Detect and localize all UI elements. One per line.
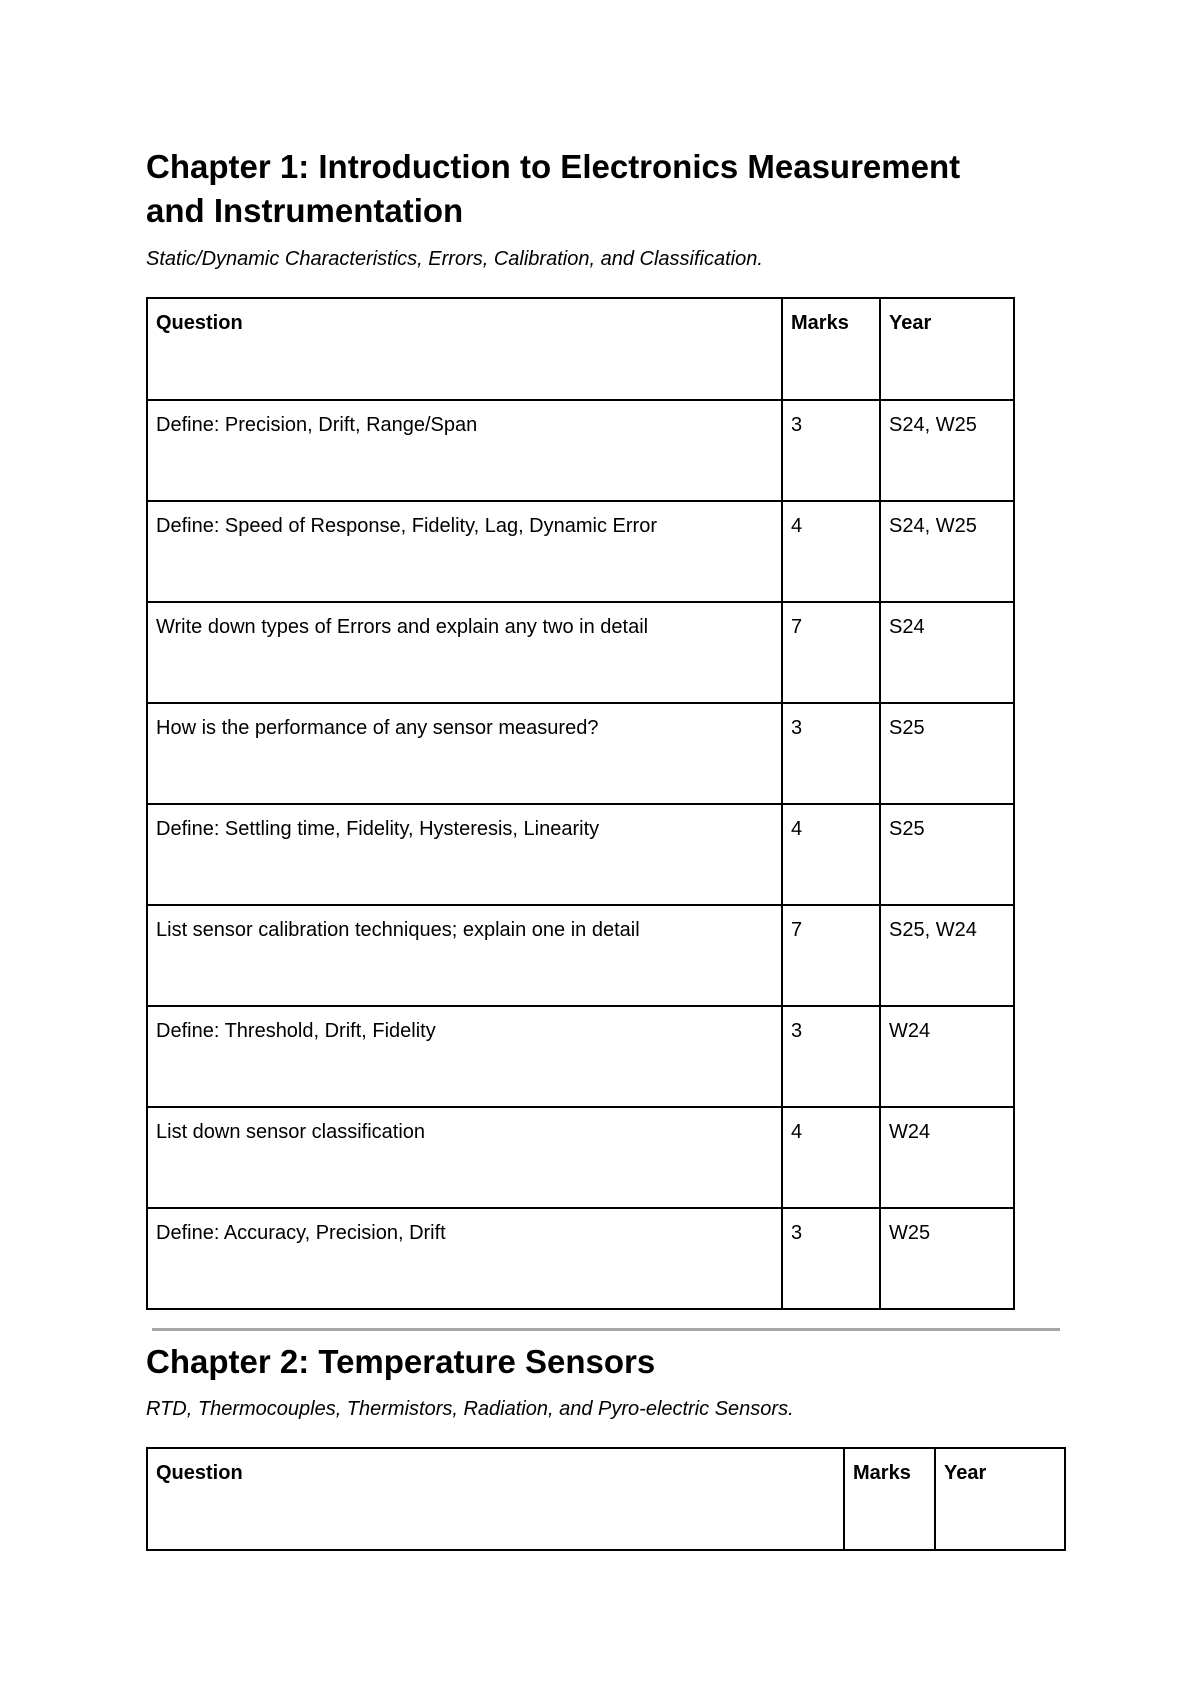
- table-row: [147, 501, 1014, 602]
- marks-cell: 7: [782, 905, 880, 1006]
- marks-cell: 3: [782, 1006, 880, 1107]
- marks-cell: 7: [782, 602, 880, 703]
- table-row: [147, 804, 1014, 905]
- marks-cell: 4: [782, 804, 880, 905]
- question-cell: Define: Threshold, Drift, Fidelity: [147, 1006, 782, 1107]
- year-cell: S24: [880, 602, 1014, 703]
- question-column-header: Question: [147, 298, 782, 400]
- marks-cell: 4: [782, 501, 880, 602]
- marks-cell: 3: [782, 400, 880, 501]
- question-cell: List sensor calibration techniques; explain one in detail: [147, 905, 782, 1006]
- section-divider: [152, 1328, 1060, 1331]
- year-cell: W25: [880, 1208, 1014, 1309]
- question-cell: Define: Settling time, Fidelity, Hysteresis, Linearity: [147, 804, 782, 905]
- chapter-1-question-table: [146, 297, 1015, 1310]
- table-row: [147, 1006, 1014, 1107]
- question-cell: Define: Accuracy, Precision, Drift: [147, 1208, 782, 1309]
- marks-cell: 4: [782, 1107, 880, 1208]
- year-cell: S24, W25: [880, 501, 1014, 602]
- table-row: [147, 1107, 1014, 1208]
- year-cell: W24: [880, 1006, 1014, 1107]
- question-cell: Define: Speed of Response, Fidelity, Lag, Dynamic Error: [147, 501, 782, 602]
- marks-column-header: Marks: [782, 298, 880, 400]
- chapter-2-title: Chapter 2: Temperature Sensors: [146, 1343, 656, 1380]
- table-header-row: [147, 1448, 1065, 1550]
- table-row: [147, 703, 1014, 804]
- chapter-1-table-body: [147, 400, 1014, 1309]
- table-row: [147, 602, 1014, 703]
- chapter-1-title-line-2: and Instrumentation: [146, 192, 464, 229]
- table-header-row: [147, 298, 1014, 400]
- table-row: [147, 1208, 1014, 1309]
- table-row: [147, 400, 1014, 501]
- year-cell: S25: [880, 804, 1014, 905]
- question-cell: List down sensor classification: [147, 1107, 782, 1208]
- year-cell: S24, W25: [880, 400, 1014, 501]
- marks-cell: 3: [782, 703, 880, 804]
- chapter-2-subtitle: RTD, Thermocouples, Thermistors, Radiation, and Pyro-electric Sensors.: [146, 1398, 794, 1420]
- chapter-1-subtitle: Static/Dynamic Characteristics, Errors, Calibration, and Classification.: [146, 248, 763, 270]
- marks-cell: 3: [782, 1208, 880, 1309]
- year-cell: S25: [880, 703, 1014, 804]
- question-column-header: Question: [147, 1448, 844, 1550]
- chapter-2-question-table: [146, 1447, 1066, 1551]
- marks-column-header: Marks: [844, 1448, 935, 1550]
- year-column-header: Year: [880, 298, 1014, 400]
- chapter-1-title: [146, 145, 960, 233]
- question-cell: How is the performance of any sensor measured?: [147, 703, 782, 804]
- question-cell: Write down types of Errors and explain any two in detail: [147, 602, 782, 703]
- year-cell: W24: [880, 1107, 1014, 1208]
- question-cell: Define: Precision, Drift, Range/Span: [147, 400, 782, 501]
- chapter-1-title-line-1: Chapter 1: Introduction to Electronics Measurement: [146, 148, 961, 185]
- year-cell: S25, W24: [880, 905, 1014, 1006]
- table-row: [147, 905, 1014, 1006]
- year-column-header: Year: [935, 1448, 1065, 1550]
